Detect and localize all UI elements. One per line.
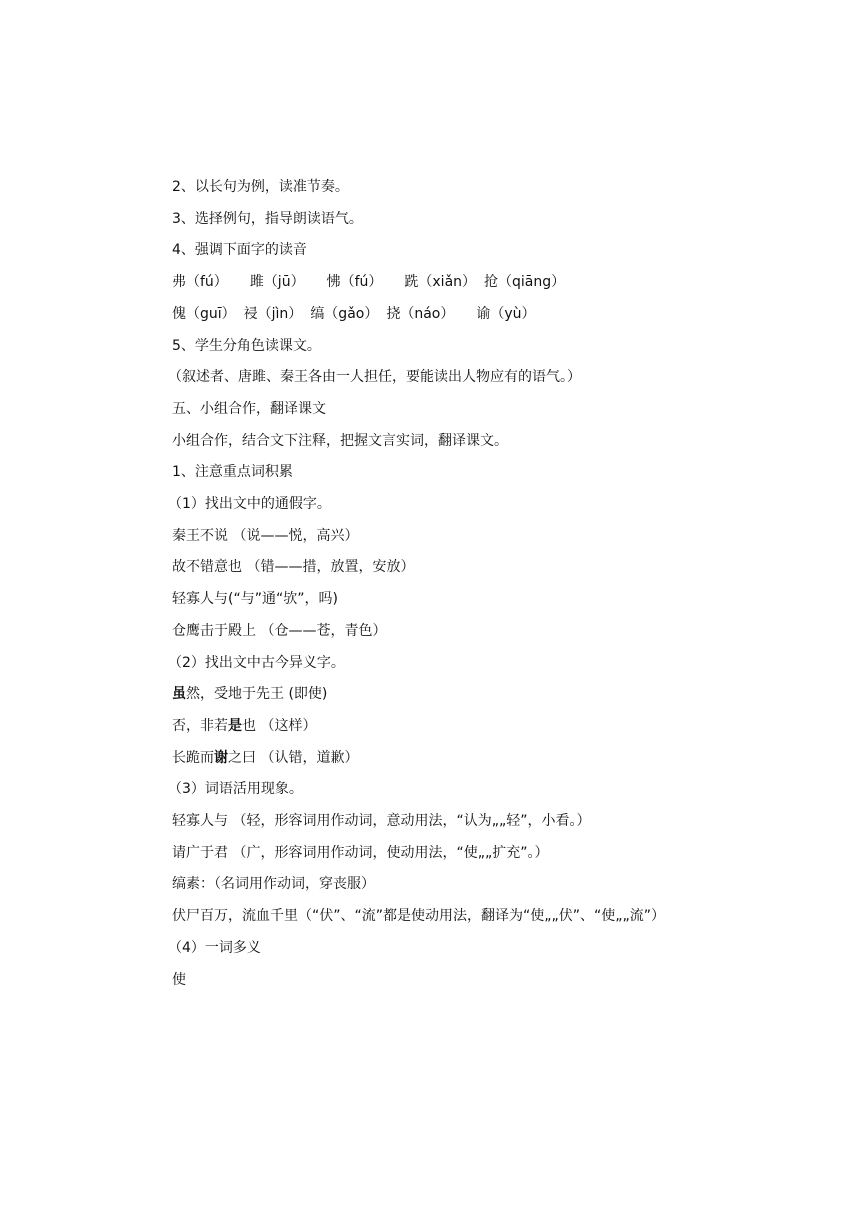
text-line: 请广于君 （广，形容词用作动词，使动用法，“使„„扩充”。） [172,844,549,861]
pinyin-item: 缟（gǎo） [310,305,379,322]
pinyin-item: 祲（jìn） [243,305,303,322]
pinyin-item: 傀（guī） [172,305,236,322]
pinyin-item: 弗（fú） [172,274,228,291]
pinyin-item: 跣（xiǎn） [404,274,477,291]
text-line: 故不错意也 （错——措，放置，安放） [172,559,415,576]
text-line: 秦王不说 （说——悦，高兴） [172,527,359,544]
text-line: 缟素：（名词用作动词，穿丧服） [172,876,375,893]
text-span: 否，非若 [172,717,228,734]
text-line: （叙述者、唐雎、秦王各由一人担任，要能读出人物应有的语气。） [168,369,581,386]
text-line: 1、注意重点词积累 [172,464,293,481]
bold-word: 虽 [172,686,186,703]
text-line: （3）词语活用现象。 [168,781,303,798]
paragraph: 伏尸百万，流血千里（“伏”、“流”都是使动用法，翻译为“使„„伏”、“使„„流”） [172,908,666,925]
text-span: 然，受地于先王 (即使) [186,686,328,703]
text-span: 长跪而 [172,749,214,766]
text-line: 3、选择例句，指导朗读语气。 [172,210,363,227]
text-line: 轻寡人与(“与”通“欤”，吗) [172,591,338,608]
pinyin-row [140,299,740,331]
text-line: （2）找出文中古今异义字。 [168,654,345,671]
text-line: 小组合作，结合文下注释，把握文言实词，翻译课文。 [172,432,508,449]
text-line [140,711,740,743]
document-body [140,172,740,996]
text-line: 5、学生分角色读课文。 [172,337,321,354]
text-line: （4）一词多义 [168,939,261,956]
text-line: 使 [172,971,186,988]
pinyin-row [140,267,740,299]
text-line [140,743,740,775]
text-span: 也 （这样） [242,717,317,734]
text-line: 4、强调下面字的读音 [172,242,307,259]
text-line [140,679,740,711]
text-line: 轻寡人与 （轻，形容词用作动词，意动用法，“认为„„轻”，小看。） [172,813,591,830]
text-line: （1）找出文中的通假字。 [168,496,331,513]
pinyin-item: 谕（yù） [476,305,536,322]
pinyin-item: 雎（jū） [249,274,305,291]
pinyin-item: 挠（náo） [386,305,455,322]
text-span: 之曰 （认错，道歉） [228,749,359,766]
bold-word: 谢 [214,749,228,766]
section-heading: 五、小组合作，翻译课文 [172,400,326,417]
pinyin-item: 怫（fú） [326,274,383,291]
bold-word: 是 [228,717,242,734]
pinyin-item: 抢（qiāng） [484,274,566,291]
text-line: 2、以长句为例，读准节奏。 [172,179,349,195]
text-line: 仓鹰击于殿上 （仓——苍，青色） [172,622,387,639]
